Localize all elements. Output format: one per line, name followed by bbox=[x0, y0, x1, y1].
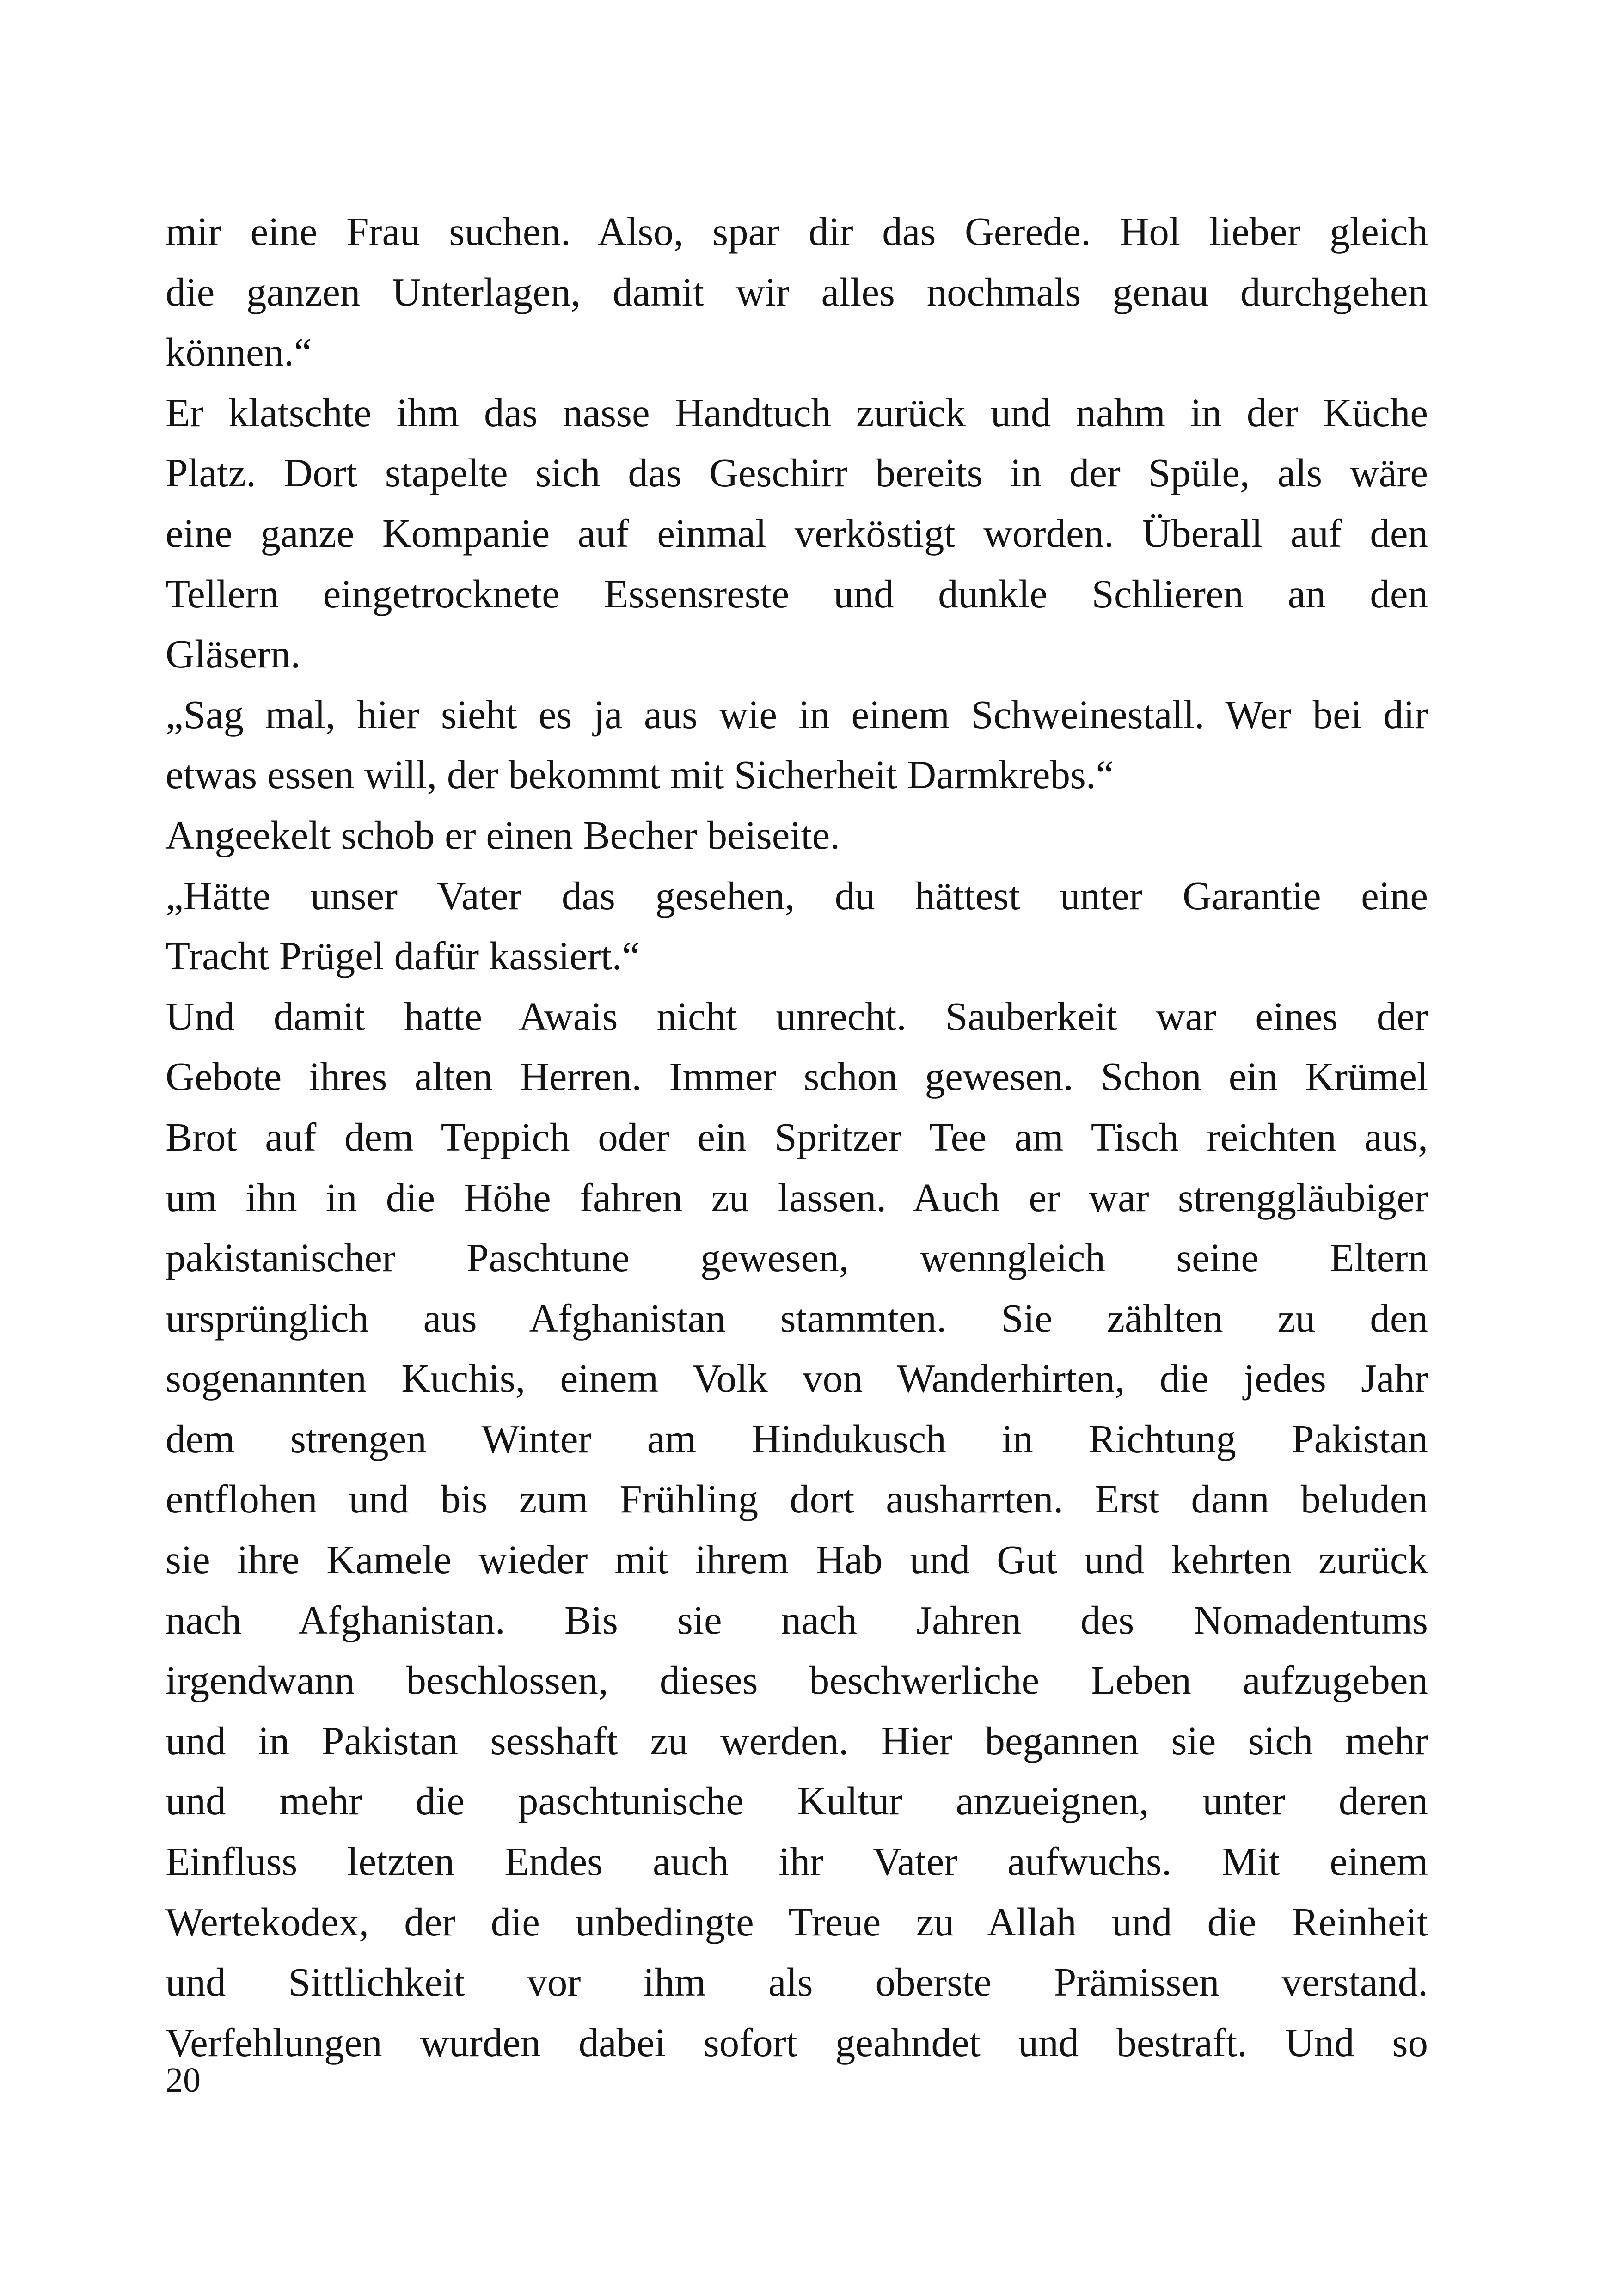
page-number: 20 bbox=[165, 2061, 201, 2100]
text-line: „Sag mal, hier sieht es ja aus wie in einem Schweinestall. Wer bei dir bbox=[165, 692, 1428, 737]
text-line: Angeekelt schob er einen Becher beiseite. bbox=[165, 812, 840, 857]
text-line: mir eine Frau suchen. Also, spar dir das Gerede. Hol lieber gleich bbox=[165, 209, 1428, 254]
text-line: Platz. Dort stapelte sich das Geschirr bereits in der Spüle, als wäre bbox=[165, 450, 1428, 496]
text-line: „Hätte unser Vater das gesehen, du hättest unter Garantie eine bbox=[165, 873, 1428, 918]
text-line: irgendwann beschlossen, dieses beschwerliche Leben aufzugeben bbox=[165, 1658, 1428, 1703]
text-line: sogenannten Kuchis, einem Volk von Wanderhirten, die jedes Jahr bbox=[165, 1356, 1428, 1401]
text-line: und in Pakistan sesshaft zu werden. Hier begannen sie sich mehr bbox=[165, 1718, 1428, 1763]
text-line: Einfluss letzten Endes auch ihr Vater aufwuchs. Mit einem bbox=[165, 1839, 1428, 1884]
text-line: pakistanischer Paschtune gewesen, wenngleich seine Eltern bbox=[165, 1235, 1428, 1280]
text-line: sie ihre Kamele wieder mit ihrem Hab und Gut und kehrten zurück bbox=[165, 1537, 1428, 1582]
text-line: um ihn in die Höhe fahren zu lassen. Auch er war strenggläubiger bbox=[165, 1175, 1428, 1220]
text-line: entflohen und bis zum Frühling dort ausharrten. Erst dann beluden bbox=[165, 1476, 1428, 1522]
text-line: Wertekodex, der die unbedingte Treue zu Allah und die Reinheit bbox=[165, 1899, 1428, 1944]
text-line: und Sittlichkeit vor ihm als oberste Prämissen verstand. bbox=[165, 1959, 1428, 2005]
text-line: Gebote ihres alten Herren. Immer schon gewesen. Schon ein Krümel bbox=[165, 1054, 1428, 1099]
body-text bbox=[165, 202, 1428, 2073]
text-line: Tracht Prügel dafür kassiert.“ bbox=[165, 933, 640, 979]
text-line: und mehr die paschtunische Kultur anzueignen, unter deren bbox=[165, 1778, 1428, 1824]
text-line: Tellern eingetrocknete Essensreste und dunkle Schlieren an den bbox=[165, 571, 1428, 616]
text-line: ursprünglich aus Afghanistan stammten. Sie zählten zu den bbox=[165, 1295, 1428, 1341]
text-line: dem strengen Winter am Hindukusch in Richtung Pakistan bbox=[165, 1416, 1428, 1461]
text-line: etwas essen will, der bekommt mit Sicherheit Darmkrebs.“ bbox=[165, 752, 1114, 797]
text-line: nach Afghanistan. Bis sie nach Jahren des Nomadentums bbox=[165, 1597, 1428, 1642]
text-line: Verfehlungen wurden dabei sofort geahndet und bestraft. Und so bbox=[165, 2020, 1428, 2065]
text-line: die ganzen Unterlagen, damit wir alles nochmals genau durchgehen bbox=[165, 269, 1428, 314]
text-line: können.“ bbox=[165, 330, 312, 375]
text-line: Er klatschte ihm das nasse Handtuch zurück und nahm in der Küche bbox=[165, 390, 1428, 435]
text-line: Und damit hatte Awais nicht unrecht. Sauberkeit war eines der bbox=[165, 993, 1428, 1039]
text-line: Gläsern. bbox=[165, 631, 301, 677]
text-line: Brot auf dem Teppich oder ein Spritzer Tee am Tisch reichten aus, bbox=[165, 1114, 1428, 1159]
text-line: eine ganze Kompanie auf einmal verköstigt worden. Überall auf den bbox=[165, 510, 1428, 556]
